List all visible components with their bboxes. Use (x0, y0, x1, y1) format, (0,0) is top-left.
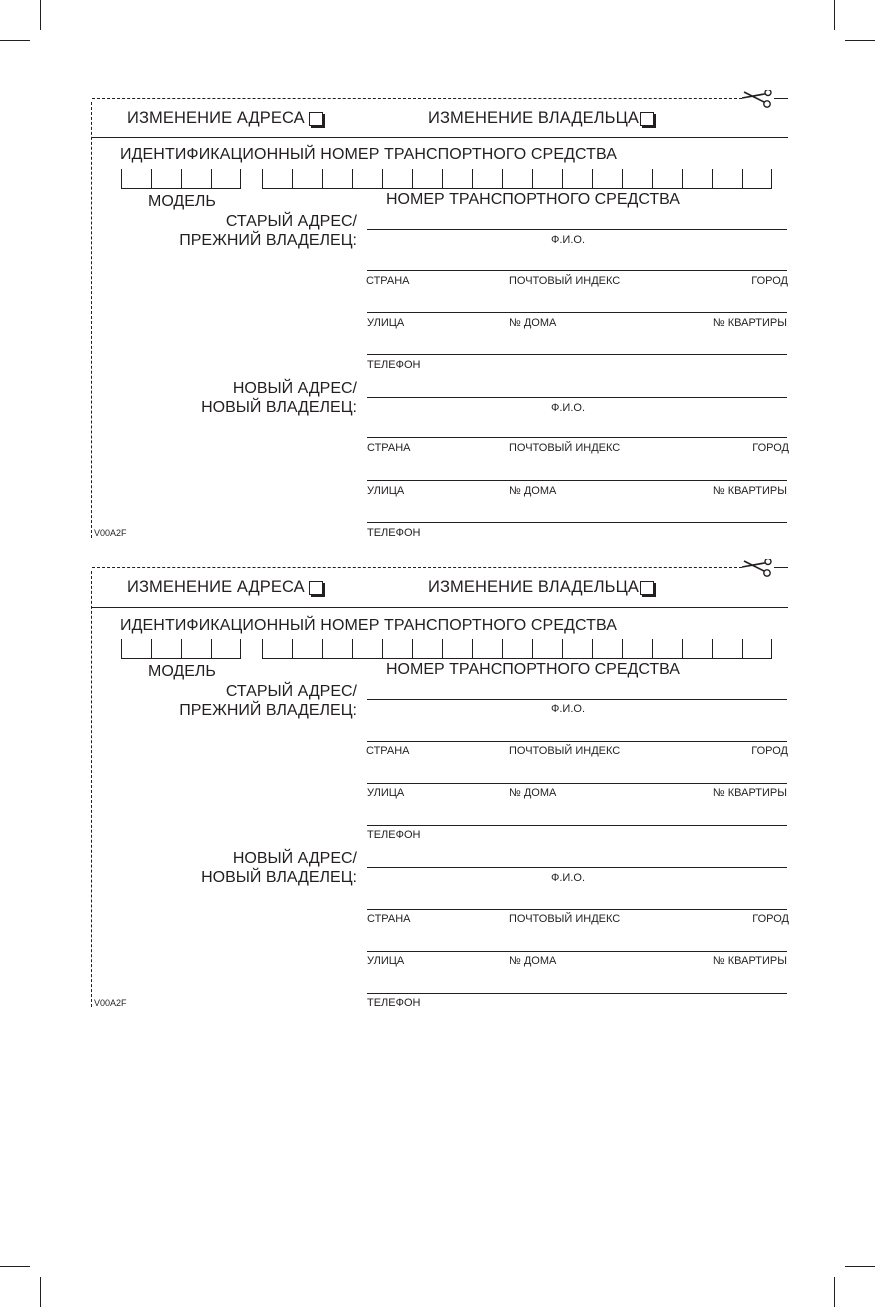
scissors-icon (740, 90, 774, 114)
new-street-line[interactable] (367, 480, 787, 481)
new-house-label: № ДОМА (509, 955, 557, 967)
new-address-title: НОВЫЙ АДРЕС/ (232, 380, 357, 397)
old-postcode-label: ПОЧТОВЫЙ ИНДЕКС (509, 745, 621, 757)
new-owner-title: НОВЫЙ ВЛАДЕЛЕЦ: (201, 869, 357, 886)
model-label: МОДЕЛЬ (148, 193, 216, 210)
new-house-label: № ДОМА (509, 485, 557, 497)
old-street-line[interactable] (367, 783, 787, 784)
old-name-line[interactable] (367, 229, 787, 230)
new-apartment-label: № КВАРТИРЫ (712, 955, 787, 967)
old-name-label: Ф.И.О. (551, 703, 585, 715)
new-address-title: НОВЫЙ АДРЕС/ (232, 850, 357, 867)
old-postcode-label: ПОЧТОВЫЙ ИНДЕКС (509, 275, 621, 287)
change-address-label: ИЗМЕНЕНИЕ АДРЕСА (127, 109, 305, 127)
old-country-label: СТРАНА (366, 275, 410, 287)
change-address-checkbox[interactable] (309, 581, 323, 595)
form-code: V00A2F (94, 998, 127, 1008)
old-phone-line[interactable] (367, 825, 787, 826)
change-owner-label: ИЗМЕНЕНИЕ ВЛАДЕЛЬЦА (428, 578, 640, 596)
cut-line (92, 567, 742, 568)
old-country-label: СТРАНА (366, 745, 410, 757)
cut-line-left (91, 571, 92, 1007)
vin-boxes-group-2[interactable] (262, 169, 772, 189)
crop-mark (40, 1277, 41, 1307)
model-label: МОДЕЛЬ (148, 663, 216, 680)
old-phone-label: ТЕЛЕФОН (367, 359, 421, 371)
old-name-label: Ф.И.О. (551, 234, 585, 246)
new-country-label: СТРАНА (367, 913, 411, 925)
old-owner-title: ПРЕЖНИЙ ВЛАДЕЛЕЦ: (179, 702, 357, 719)
change-form-2 (0, 567, 875, 1037)
old-house-label: № ДОМА (509, 317, 557, 329)
cut-line-left (91, 102, 92, 538)
new-owner-title: НОВЫЙ ВЛАДЕЛЕЦ: (201, 399, 357, 416)
crop-mark (834, 0, 835, 30)
old-street-label: УЛИЦА (367, 787, 405, 799)
old-apartment-label: № КВАРТИРЫ (712, 787, 787, 799)
old-city-label: ГОРОД (751, 745, 788, 757)
new-postcode-label: ПОЧТОВЫЙ ИНДЕКС (509, 442, 621, 454)
new-name-label: Ф.И.О. (551, 872, 585, 884)
old-house-label: № ДОМА (509, 787, 557, 799)
crop-mark (845, 40, 875, 41)
cut-line (774, 567, 788, 568)
old-country-line[interactable] (367, 741, 787, 742)
new-street-label: УЛИЦА (367, 485, 405, 497)
old-city-label: ГОРОД (751, 275, 788, 287)
vehicle-number-label: НОМЕР ТРАНСПОРТНОГО СРЕДСТВА (386, 191, 680, 208)
new-country-label: СТРАНА (367, 442, 411, 454)
cut-line (92, 98, 742, 99)
crop-mark (0, 40, 30, 41)
crop-mark (845, 1266, 875, 1267)
vin-boxes-group-1[interactable] (121, 639, 241, 659)
old-apartment-label: № КВАРТИРЫ (712, 317, 787, 329)
old-phone-label: ТЕЛЕФОН (367, 829, 421, 841)
vin-label: ИДЕНТИФИКАЦИОННЫЙ НОМЕР ТРАНСПОРТНОГО СРЕДСТВА (120, 617, 618, 634)
old-phone-line[interactable] (367, 354, 787, 355)
scissors-icon (740, 559, 774, 583)
new-country-line[interactable] (367, 437, 787, 438)
old-name-line[interactable] (367, 699, 787, 700)
old-owner-title: ПРЕЖНИЙ ВЛАДЕЛЕЦ: (179, 232, 357, 249)
new-name-line[interactable] (367, 867, 787, 868)
change-address-label: ИЗМЕНЕНИЕ АДРЕСА (127, 578, 305, 596)
change-owner-checkbox[interactable] (640, 112, 654, 126)
vin-label: ИДЕНТИФИКАЦИОННЫЙ НОМЕР ТРАНСПОРТНОГО СРЕДСТВА (120, 146, 618, 163)
header-rule (92, 137, 788, 138)
old-street-label: УЛИЦА (367, 317, 405, 329)
new-street-line[interactable] (367, 951, 787, 952)
new-phone-line[interactable] (367, 993, 787, 994)
cut-line (774, 98, 788, 99)
change-owner-checkbox[interactable] (640, 581, 654, 595)
new-apartment-label: № КВАРТИРЫ (712, 485, 787, 497)
new-phone-label: ТЕЛЕФОН (367, 527, 421, 539)
header-rule (92, 607, 788, 608)
new-phone-label: ТЕЛЕФОН (367, 997, 421, 1009)
old-address-title: СТАРЫЙ АДРЕС/ (225, 683, 357, 700)
new-name-line[interactable] (367, 397, 787, 398)
new-street-label: УЛИЦА (367, 955, 405, 967)
old-country-line[interactable] (367, 270, 787, 271)
vin-boxes-group-1[interactable] (121, 169, 241, 189)
change-form-1 (0, 98, 875, 568)
crop-mark (834, 1277, 835, 1307)
new-country-line[interactable] (367, 909, 787, 910)
new-city-label: ГОРОД (752, 442, 789, 454)
form-code: V00A2F (94, 528, 127, 538)
new-phone-line[interactable] (367, 522, 787, 523)
change-owner-label: ИЗМЕНЕНИЕ ВЛАДЕЛЬЦА (428, 109, 640, 127)
new-city-label: ГОРОД (752, 913, 789, 925)
change-address-checkbox[interactable] (309, 112, 323, 126)
vin-boxes-group-2[interactable] (262, 639, 772, 659)
old-address-title: СТАРЫЙ АДРЕС/ (225, 213, 357, 230)
new-name-label: Ф.И.О. (551, 402, 585, 414)
old-street-line[interactable] (367, 312, 787, 313)
new-postcode-label: ПОЧТОВЫЙ ИНДЕКС (509, 913, 621, 925)
vehicle-number-label: НОМЕР ТРАНСПОРТНОГО СРЕДСТВА (386, 661, 680, 678)
crop-mark (0, 1266, 30, 1267)
crop-mark (40, 0, 41, 30)
